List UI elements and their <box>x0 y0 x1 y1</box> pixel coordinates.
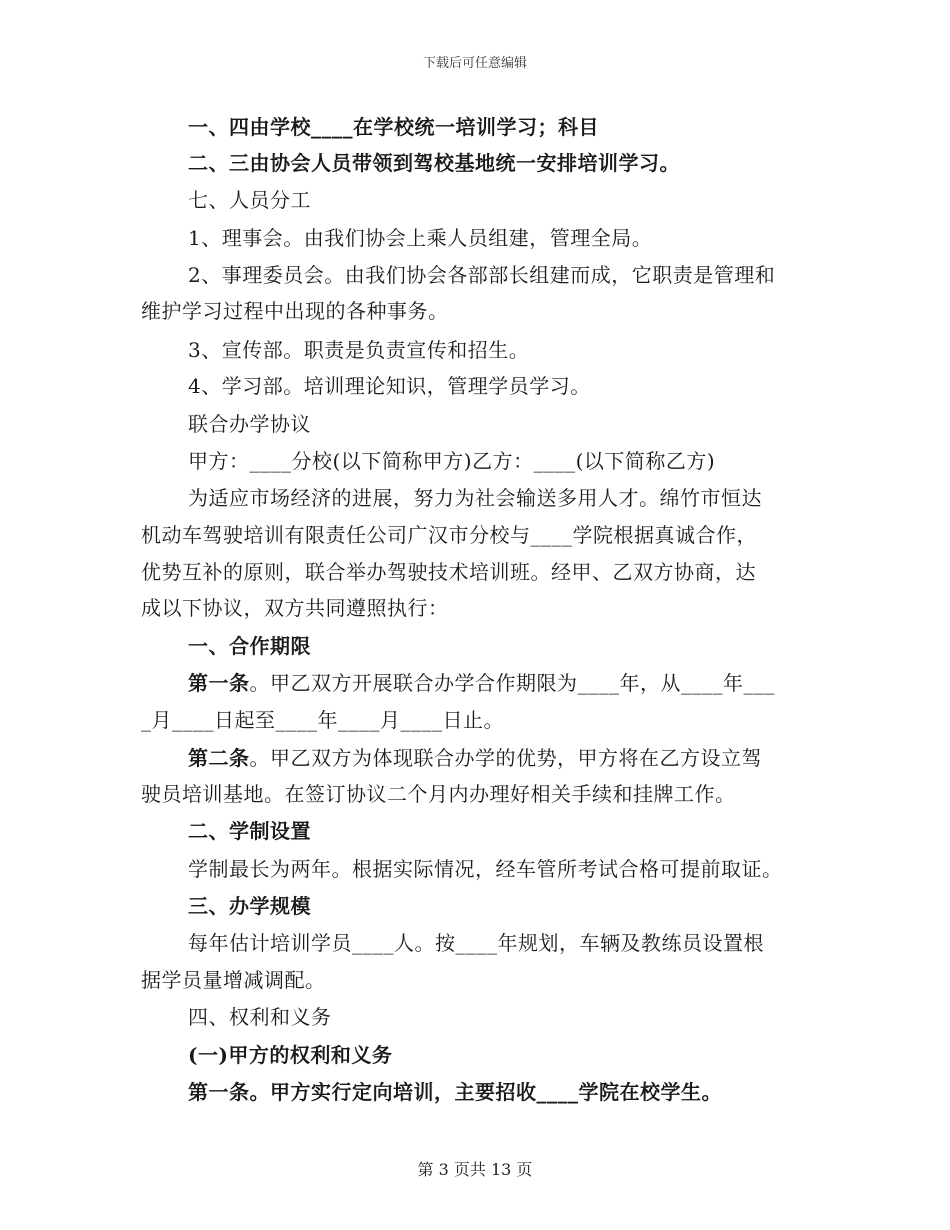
text-line: 成以下协议，双方共同遵照执行： <box>141 596 449 620</box>
text-line: 4、学习部。培训理论知识，管理学员学习。 <box>188 374 591 398</box>
document-title: 联合办学协议 <box>188 412 311 436</box>
text-line: 3、宣传部。职责是负责宣传和招生。 <box>188 338 530 362</box>
section-heading: 一、合作期限 <box>188 634 311 658</box>
page-footer: 第 3 页共 13 页 <box>417 1160 533 1179</box>
text-line: 为适应市场经济的进展，努力为社会输送多用人才。绵竹市恒达 <box>188 486 762 510</box>
text-line: 每年估计培训学员____人。按____年规划，车辆及教练员设置根 <box>188 931 764 955</box>
article-label: 第一条 <box>188 671 250 695</box>
section-heading: 七、人员分工 <box>188 188 311 212</box>
page-header: 下载后可任意编辑 <box>422 56 527 71</box>
subsection-heading: (一)甲方的权利和义务 <box>188 1043 393 1067</box>
text-line <box>188 744 828 772</box>
text-line: 学制最长为两年。根据实际情况，经车管所考试合格可提前取证。 <box>188 857 783 881</box>
text-line: 维护学习过程中出现的各种事务。 <box>141 299 449 323</box>
section-heading: 二、学制设置 <box>188 819 311 843</box>
text-line: 二、三由协会人员带领到驾校基地统一安排培训学习。 <box>188 151 680 175</box>
text-line: 2、事理委员会。由我们协会各部部长组建而成，它职责是管理和 <box>188 263 776 287</box>
text-line: 据学员量增减调配。 <box>141 968 326 992</box>
text-line: 甲方：____分校(以下简称甲方)乙方：____(以下简称乙方) <box>188 449 716 473</box>
text-line: 优势互补的原则，联合举办驾驶技术培训班。经甲、乙双方协商，达 <box>141 560 756 584</box>
text-line: 机动车驾驶培训有限责任公司广汉市分校与____学院根据真诚合作， <box>141 523 757 547</box>
text-line: 一、四由学校____在学校统一培训学习；科目 <box>188 115 599 139</box>
text-line: _月____日起至____年____月____日止。 <box>141 708 504 732</box>
text-span: 。甲乙双方为体现联合办学的优势，甲方将在乙方设立驾 <box>249 746 762 770</box>
text-line: 驶员培训基地。在签订协议二个月内办理好相关手续和挂牌工作。 <box>141 782 736 806</box>
text-line: 1、理事会。由我们协会上乘人员组建，管理全局。 <box>188 226 653 250</box>
section-heading: 四、权利和义务 <box>188 1005 332 1029</box>
section-heading: 三、办学规模 <box>188 894 311 918</box>
article-label: 第二条 <box>188 746 250 770</box>
text-span: 。甲乙双方开展联合办学合作期限为____年，从____年___ <box>249 671 775 695</box>
text-line <box>188 669 828 697</box>
text-line: 第一条。甲方实行定向培训，主要招收____学院在校学生。 <box>188 1080 722 1104</box>
